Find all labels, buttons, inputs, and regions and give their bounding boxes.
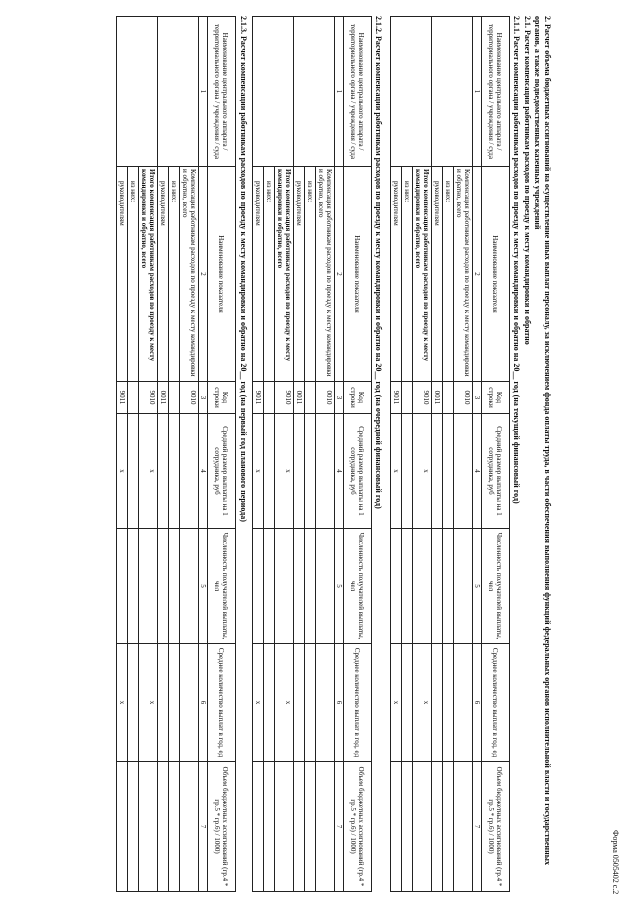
- cell-avg-payment[interactable]: [294, 414, 305, 529]
- col-number: 4: [335, 414, 344, 529]
- cell-budget-volume[interactable]: [253, 762, 264, 892]
- table-2-1-3: [116, 16, 236, 892]
- col-number: 4: [199, 414, 208, 529]
- cell-payments-per-year: x: [275, 644, 294, 762]
- total-label: Итого компенсация работникам расходов по проезду к месту командировки и обратно, всего: [275, 167, 294, 382]
- row-code: 9010: [413, 382, 432, 414]
- cell-budget-volume[interactable]: [316, 762, 335, 892]
- table-row: [316, 17, 335, 892]
- empty-cell: [305, 414, 316, 529]
- table-row: [454, 17, 473, 892]
- cell-payments-per-year[interactable]: [316, 644, 335, 762]
- cell-avg-payment: x: [253, 414, 264, 529]
- cell-payments-per-year: x: [117, 644, 128, 762]
- col-number: 6: [199, 644, 208, 762]
- col-header-code: Код строки: [344, 382, 372, 414]
- row-code: [264, 382, 275, 414]
- empty-cell: [443, 529, 454, 644]
- row-code: 9011: [391, 382, 402, 414]
- empty-cell: [169, 529, 180, 644]
- cell-budget-volume[interactable]: [413, 762, 432, 892]
- table-row: [275, 17, 294, 892]
- empty-cell: [402, 644, 413, 762]
- table-row: [180, 17, 199, 892]
- cell-payments-per-year: x: [413, 644, 432, 762]
- section-title-2-1-3: 2.1.3. Расчет компенсации работникам расходов по проезду к месту командировки и обратно на 20__ год (на первый год планового периода): [239, 16, 248, 522]
- col-number: 5: [335, 529, 344, 644]
- col-number: 1: [473, 17, 482, 167]
- cell-avg-payment: x: [117, 414, 128, 529]
- col-number: 2: [199, 167, 208, 382]
- col-header-recipients: Численность получателей выплаты, чел: [344, 529, 372, 644]
- cell-budget-volume[interactable]: [180, 762, 199, 892]
- cell-payments-per-year[interactable]: [294, 644, 305, 762]
- col-header-payments-per-year: Среднее количество выплат в год, ед: [344, 644, 372, 762]
- col-header-budget-volume: Объем бюджетных ассигнований (гр.4 * гр.5 * гр.6) / 1000): [344, 762, 372, 892]
- empty-cell: [128, 762, 139, 892]
- col-number: 5: [199, 529, 208, 644]
- cell-payments-per-year[interactable]: [432, 644, 443, 762]
- row-code: 0010: [180, 382, 199, 414]
- indicator-label: из них:: [169, 167, 180, 382]
- col-number: 3: [199, 382, 208, 414]
- col-header-avg-payment: Средний размер выплаты на 1 сотрудника, руб: [344, 414, 372, 529]
- section-title-2-1-1: 2.1.1. Расчет компенсации работникам расходов по проезду к месту командировки и обратно на 20__ год (на текущий финансовый год): [512, 16, 521, 504]
- cell-recipients[interactable]: [316, 529, 335, 644]
- row-code: 9010: [275, 382, 294, 414]
- cell-budget-volume[interactable]: [454, 762, 473, 892]
- row-code: 0011: [294, 382, 305, 414]
- indicator-label: руководителям: [432, 167, 443, 382]
- empty-cell: [443, 644, 454, 762]
- indicator-label: руководителям: [294, 167, 305, 382]
- cell-recipients[interactable]: [253, 529, 264, 644]
- col-number: 3: [335, 382, 344, 414]
- indicator-label: руководителям: [117, 167, 128, 382]
- total-org-cell: [253, 17, 294, 167]
- row-code: 0011: [432, 382, 443, 414]
- col-header-avg-payment: Средний размер выплаты на 1 сотрудника, руб: [482, 414, 510, 529]
- cell-budget-volume[interactable]: [294, 762, 305, 892]
- col-header-recipients: Численность получателей выплаты, чел: [208, 529, 236, 644]
- row-code: [169, 382, 180, 414]
- row-code: [305, 382, 316, 414]
- org-name-cell[interactable]: [158, 17, 199, 167]
- indicator-label: из них:: [402, 167, 413, 382]
- indicator-label: Компенсация работникам расходов по проезду к месту командировки и обратно, всего: [454, 167, 473, 382]
- col-header-budget-volume: Объем бюджетных ассигнований (гр.4 * гр.5 * гр.6) / 1000): [208, 762, 236, 892]
- row-code: 0011: [158, 382, 169, 414]
- col-number: 2: [473, 167, 482, 382]
- col-number: 7: [199, 762, 208, 892]
- col-number: 1: [199, 17, 208, 167]
- col-number: 7: [473, 762, 482, 892]
- cell-payments-per-year[interactable]: [180, 644, 199, 762]
- col-number: 5: [473, 529, 482, 644]
- total-org-cell: [117, 17, 158, 167]
- col-header-payments-per-year: Среднее количество выплат в год, ед: [208, 644, 236, 762]
- col-header-budget-volume: Объем бюджетных ассигнований (гр.4 * гр.5 * гр.6) / 1000): [482, 762, 510, 892]
- indicator-label: Компенсация работникам расходов по проезду к месту командировки и обратно, всего: [316, 167, 335, 382]
- row-code: 0010: [454, 382, 473, 414]
- total-label: Итого компенсация работникам расходов по проезду к месту командировки и обратно, всего: [413, 167, 432, 382]
- section-title-2-1-2: 2.1.2. Расчет компенсации работникам расходов по проезду к месту командировки и обратно на 20__ год (на очередной финансовый год): [374, 16, 383, 509]
- empty-cell: [443, 762, 454, 892]
- col-header-indicator: Наименование показателя: [208, 167, 236, 382]
- org-name-cell[interactable]: [294, 17, 335, 167]
- empty-cell: [402, 414, 413, 529]
- col-header-indicator: Наименование показателя: [344, 167, 372, 382]
- total-org-cell: [391, 17, 432, 167]
- indicator-label: из них:: [264, 167, 275, 382]
- empty-cell: [169, 414, 180, 529]
- col-header-org: Наименование центрального аппарата / территориального органа / учреждения / суда: [208, 17, 236, 167]
- cell-recipients[interactable]: [180, 529, 199, 644]
- row-code: 9011: [253, 382, 264, 414]
- cell-payments-per-year: x: [139, 644, 158, 762]
- col-number: 2: [335, 167, 344, 382]
- cell-avg-payment[interactable]: [454, 414, 473, 529]
- table-row: [139, 17, 158, 892]
- form-code: Форма 0505402 с.2: [611, 830, 620, 895]
- empty-cell: [264, 529, 275, 644]
- empty-cell: [305, 529, 316, 644]
- cell-avg-payment: x: [391, 414, 402, 529]
- cell-avg-payment[interactable]: [316, 414, 335, 529]
- cell-budget-volume[interactable]: [391, 762, 402, 892]
- org-name-cell[interactable]: [432, 17, 473, 167]
- empty-cell: [402, 529, 413, 644]
- empty-cell: [264, 644, 275, 762]
- cell-avg-payment[interactable]: [180, 414, 199, 529]
- cell-avg-payment: x: [413, 414, 432, 529]
- cell-budget-volume[interactable]: [275, 762, 294, 892]
- cell-payments-per-year: x: [391, 644, 402, 762]
- cell-recipients[interactable]: [432, 529, 443, 644]
- cell-avg-payment[interactable]: [432, 414, 443, 529]
- cell-recipients[interactable]: [294, 529, 305, 644]
- col-header-indicator: Наименование показателя: [482, 167, 510, 382]
- empty-cell: [128, 414, 139, 529]
- cell-avg-payment: x: [139, 414, 158, 529]
- empty-cell: [264, 414, 275, 529]
- row-code: 0010: [316, 382, 335, 414]
- cell-recipients[interactable]: [139, 529, 158, 644]
- indicator-label: Компенсация работникам расходов по проезду к месту командировки и обратно, всего: [180, 167, 199, 382]
- total-label: Итого компенсация работникам расходов по проезду к месту командировки и обратно, всего: [139, 167, 158, 382]
- empty-cell: [402, 762, 413, 892]
- col-header-org: Наименование центрального аппарата / территориального органа / учреждения / суда: [482, 17, 510, 167]
- empty-cell: [305, 644, 316, 762]
- empty-cell: [305, 762, 316, 892]
- row-code: [402, 382, 413, 414]
- col-number: 1: [335, 17, 344, 167]
- cell-recipients[interactable]: [117, 529, 128, 644]
- cell-avg-payment[interactable]: [158, 414, 169, 529]
- indicator-label: из них:: [305, 167, 316, 382]
- col-number: 6: [335, 644, 344, 762]
- heading-main: 2. Расчет объема бюджетных ассигнований на осуществление иных выплат персоналу, за исключением фонда оплаты труда, в части обеспечения выполнения функций федеральных органов исполнительной власти и государственных органов, а также подведомственных казенных учреждений: [533, 16, 552, 865]
- col-number: 6: [473, 644, 482, 762]
- empty-cell: [169, 644, 180, 762]
- cell-budget-volume[interactable]: [432, 762, 443, 892]
- row-code: 9010: [139, 382, 158, 414]
- col-header-recipients: Численность получателей выплаты, чел: [482, 529, 510, 644]
- indicator-label: руководителям: [158, 167, 169, 382]
- cell-recipients[interactable]: [275, 529, 294, 644]
- cell-payments-per-year: x: [253, 644, 264, 762]
- cell-recipients[interactable]: [158, 529, 169, 644]
- cell-recipients[interactable]: [413, 529, 432, 644]
- col-number: 4: [473, 414, 482, 529]
- cell-payments-per-year[interactable]: [454, 644, 473, 762]
- col-header-code: Код строки: [208, 382, 236, 414]
- col-number: 7: [335, 762, 344, 892]
- empty-cell: [169, 762, 180, 892]
- empty-cell: [264, 762, 275, 892]
- col-header-payments-per-year: Среднее количество выплат в год, ед: [482, 644, 510, 762]
- empty-cell: [128, 644, 139, 762]
- table-2-1-1: [390, 16, 510, 892]
- cell-budget-volume[interactable]: [158, 762, 169, 892]
- cell-budget-volume[interactable]: [117, 762, 128, 892]
- col-header-org: Наименование центрального аппарата / территориального органа / учреждения / суда: [344, 17, 372, 167]
- indicator-label: руководителям: [391, 167, 402, 382]
- indicator-label: из них:: [128, 167, 139, 382]
- empty-cell: [443, 414, 454, 529]
- row-code: [443, 382, 454, 414]
- indicator-label: руководителям: [253, 167, 264, 382]
- col-header-code: Код строки: [482, 382, 510, 414]
- indicator-label: из них:: [443, 167, 454, 382]
- cell-recipients[interactable]: [454, 529, 473, 644]
- table-row: [413, 17, 432, 892]
- col-number: 3: [473, 382, 482, 414]
- col-header-avg-payment: Средний размер выплаты на 1 сотрудника, руб: [208, 414, 236, 529]
- empty-cell: [128, 529, 139, 644]
- cell-payments-per-year[interactable]: [158, 644, 169, 762]
- row-code: [128, 382, 139, 414]
- heading-2-1: 2.1. Расчет компенсации работникам расходов по проезду к месту командировки и обратно: [523, 16, 532, 345]
- table-2-1-2: [252, 16, 372, 892]
- row-code: 9011: [117, 382, 128, 414]
- cell-recipients[interactable]: [391, 529, 402, 644]
- cell-avg-payment: x: [275, 414, 294, 529]
- cell-budget-volume[interactable]: [139, 762, 158, 892]
